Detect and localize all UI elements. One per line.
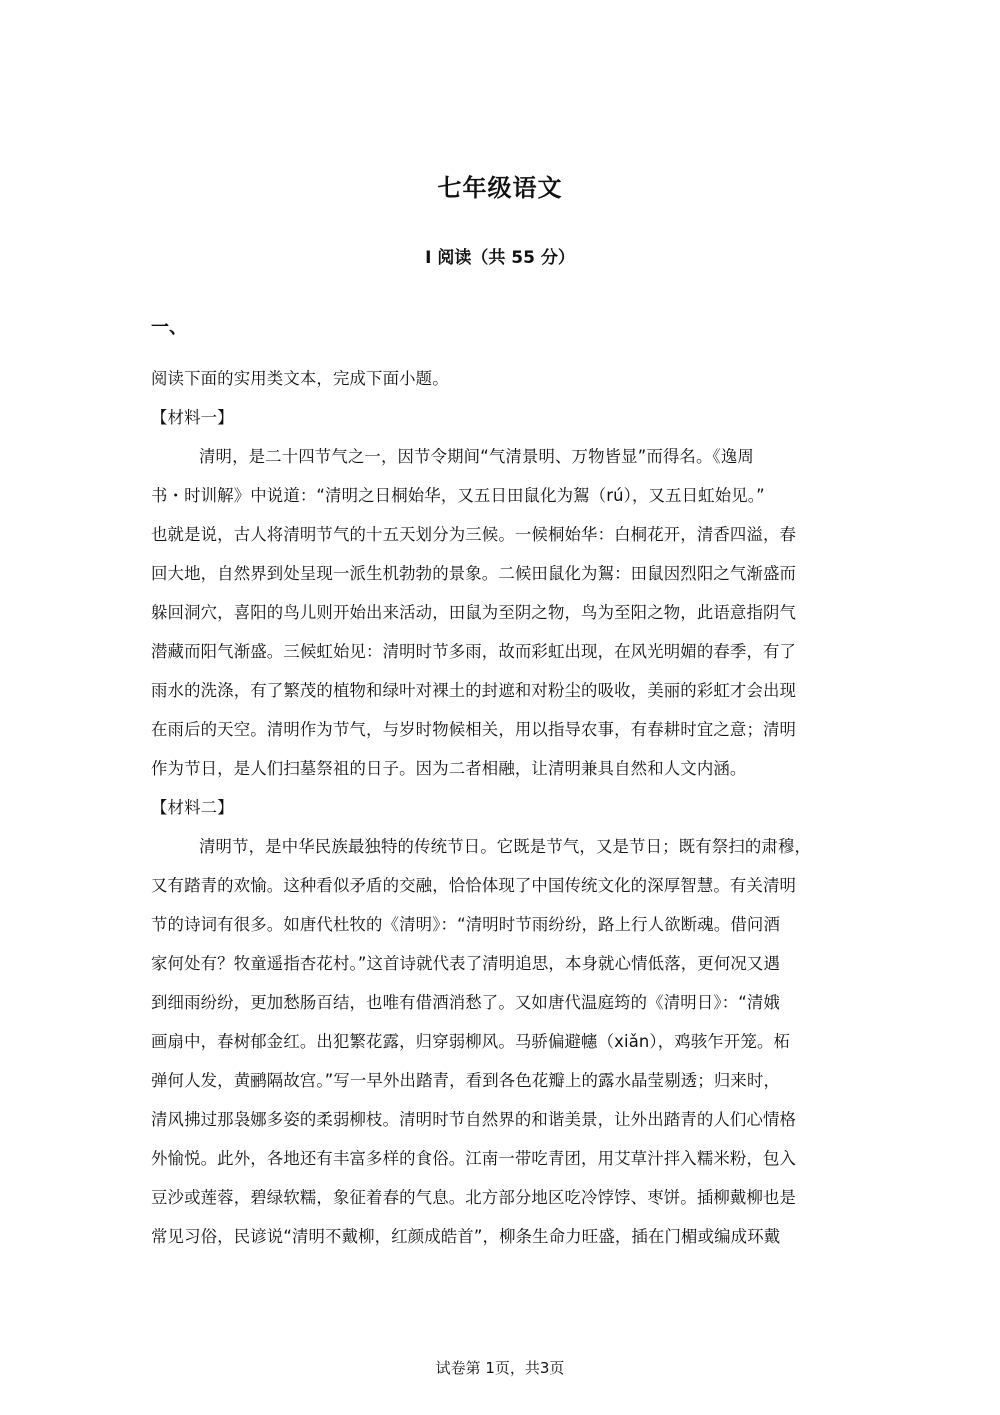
material2-line: 清明节，是中华民族最独特的传统节日。它既是节气，又是节日；既有祭扫的肃穆， [199,837,812,856]
material2-line: 常见习俗，民谚说“清明不戴柳，红颜成皓首”，柳条生命力旺盛，插在门楣或编成环戴 [151,1227,781,1246]
material2-line: 清风拂过那袅娜多姿的柔弱柳枝。清明时节自然界的和谐美景，让外出踏青的人们心情格 [151,1110,797,1129]
material1-line: 躲回洞穴，喜阳的鸟儿则开始出来活动，田鼠为至阴之物，鸟为至阳之物，此语意指阴气 [151,603,797,622]
material1-line: 回大地，自然界到处呈现一派生机勃勃的景象。二候田鼠化为鴽：田鼠因烈阳之气渐盛而 [151,564,797,583]
material1-line: 潜藏而阳气渐盛。三候虹始见：清明时节多雨，故而彩虹出现，在风光明媚的春季，有了 [151,642,797,661]
material2-line: 节的诗词有很多。如唐代杜牧的《清明》：“清明时节雨纷纷，路上行人欲断魂。借问酒 [151,915,780,934]
material1-line: 也就是说，古人将清明节气的十五天划分为三候。一候桐始华：白桐花开，清香四溢，春 [151,525,797,544]
material1-line: 作为节日，是人们扫墓祭祖的日子。因为二者相融，让清明兼具自然和人文内涵。 [151,759,747,778]
material1-line: 在雨后的天空。清明作为节气，与岁时物候相关，用以指导农事，有春耕时宜之意；清明 [151,720,797,739]
section-number: 一、 [151,317,187,338]
material1-line: 书・时训解》中说道：“清明之日桐始华，又五日田鼠化为鴽（rú），又五日虹始见。” [151,486,765,505]
material2-line: 家何处有？牧童遥指杏花村。”这首诗就代表了清明追思，本身就心情低落，更何况又遇 [151,954,780,973]
material1-line: 雨水的洗涤，有了繁茂的植物和绿叶对裸土的封遮和对粉尘的吸收，美丽的彩虹才会出现 [151,681,797,700]
reading-passage [151,359,851,1256]
instruction-text: 阅读下面的实用类文本，完成下面小题。 [151,369,449,388]
page-title: 七年级语文 [437,174,563,202]
page-footer: 试卷第 1页，共3页 [435,1359,565,1377]
material2-heading: 【材料二】 [151,798,234,817]
material2-line: 豆沙或莲蓉，碧绿软糯，象征着春的气息。北方部分地区吃冷饽饽、枣饼。插柳戴柳也是 [151,1188,797,1207]
material2-line: 又有踏青的欢愉。这种看似矛盾的交融，恰恰体现了中国传统文化的深厚智慧。有关清明 [151,876,797,895]
material1-line: 清明，是二十四节气之一，因节令期间“气清景明、万物皆显”而得名。《逸周 [199,447,754,466]
material2-line: 弹何人发，黄鹂隔故宫。”写一早外出踏青，看到各色花瓣上的露水晶莹剔透；归来时， [151,1071,780,1090]
material2-line: 到细雨纷纷，更加愁肠百结，也唯有借酒消愁了。又如唐代温庭筠的《清明日》：“清娥 [151,993,780,1012]
material2-line: 外愉悦。此外，各地还有丰富多样的食俗。江南一带吃青团，用艾草汁拌入糯米粉，包入 [151,1149,797,1168]
material1-heading: 【材料一】 [151,408,234,427]
material2-line: 画扇中，春树郁金红。出犯繁花露，归穿弱柳风。马骄偏避幰（xiǎn），鸡骇乍开笼。柘 [151,1032,791,1051]
section-subtitle: Ⅰ 阅读（共 55 分） [425,248,575,268]
